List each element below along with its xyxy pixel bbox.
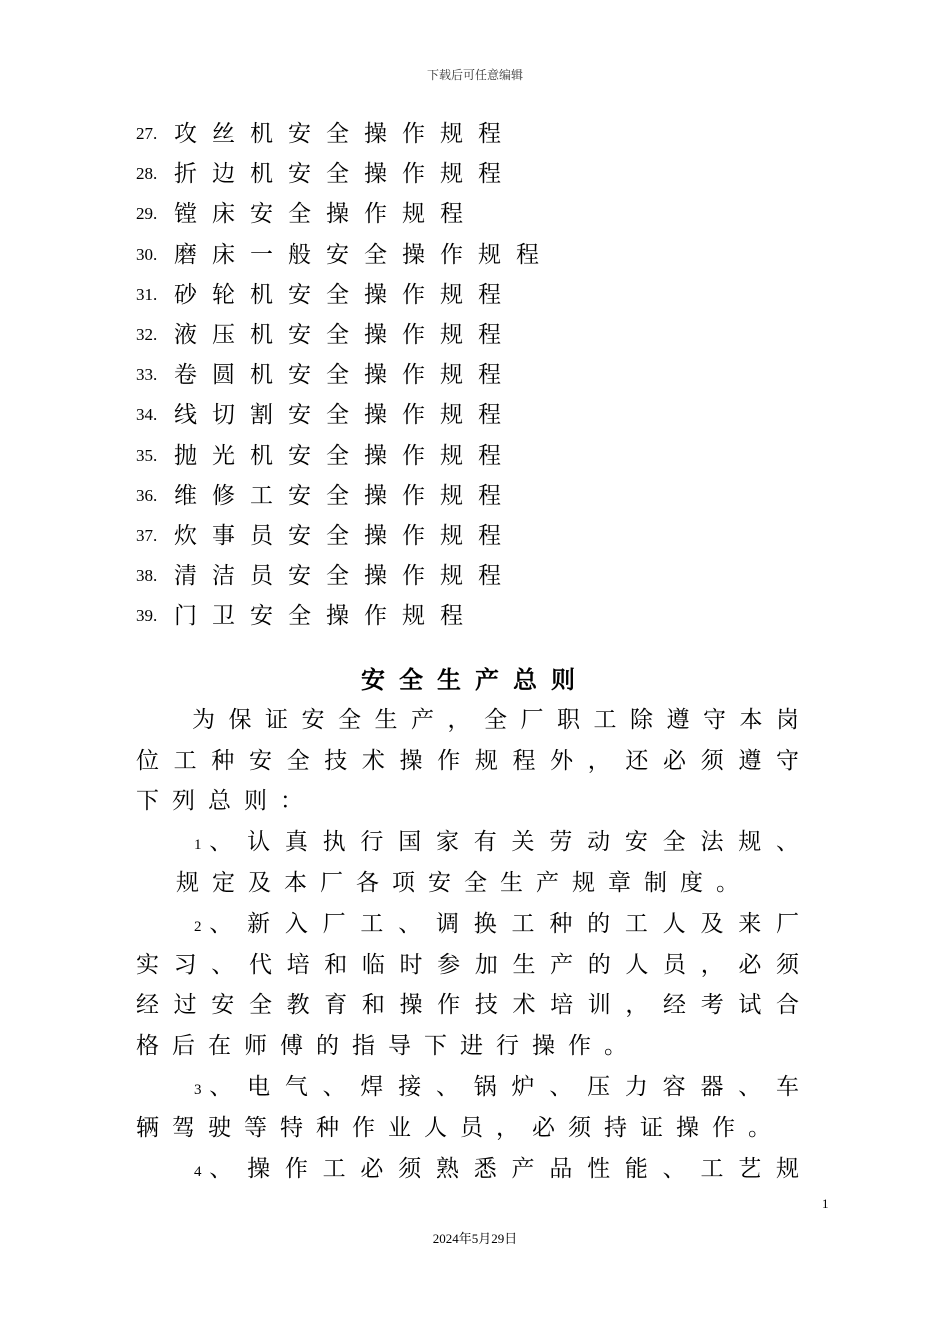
toc-item-number: 35. (136, 445, 158, 465)
toc-item (136, 235, 554, 275)
toc-item-number: 27. (136, 124, 158, 143)
toc-item-text: 线切割安全操作规程 (174, 402, 516, 429)
toc-item-text: 维修工安全操作规程 (174, 482, 516, 509)
toc-item-text: 炊事员安全操作规程 (174, 522, 516, 549)
toc-item-text: 卷圆机安全操作规程 (174, 362, 516, 389)
toc-item (136, 395, 554, 435)
toc-item (136, 436, 554, 476)
rule-text: 、新入厂工、调换工种的工人及来厂 (207, 911, 812, 937)
toc-item (136, 154, 554, 194)
toc-item (136, 476, 554, 516)
rule-number: 2 (194, 919, 208, 935)
toc-item (136, 194, 554, 234)
toc-item-text: 折边机安全操作规程 (174, 161, 516, 188)
paragraph-line: 实习、代培和临时参加生产的人员，必须 (136, 951, 812, 978)
paragraph-line: 规定及本厂各项安全生产规章制度。 (176, 869, 752, 896)
paragraph-line: 为保证安全生产，全厂职工除遵守本岗 (192, 707, 812, 733)
toc-item-text: 攻丝机安全操作规程 (174, 121, 516, 147)
intro-paragraph (136, 700, 812, 822)
rule-text: 、操作工必须熟悉产品性能、工艺规 (207, 1156, 812, 1182)
rule-item-3 (136, 1067, 812, 1148)
paragraph-line: 辆驾驶等特种作业人员，必须持证操作。 (136, 1114, 784, 1141)
paragraph-line: 下列总则： (136, 788, 316, 815)
rule-number: 1 (194, 837, 208, 853)
toc-item (136, 596, 554, 636)
toc-item (136, 516, 554, 556)
toc-item-number: 33. (136, 365, 158, 385)
toc-item-number: 38. (136, 566, 158, 586)
toc-item-number: 39. (136, 606, 158, 626)
toc-item-text: 门卫安全操作规程 (174, 603, 478, 630)
toc-item (136, 114, 554, 154)
section-title: 安全生产总则 (361, 666, 589, 694)
toc-item-text: 抛光机安全操作规程 (174, 442, 516, 469)
toc-item (136, 315, 554, 355)
toc-item (136, 355, 554, 395)
toc-item-number: 32. (136, 324, 158, 344)
toc-item-text: 镗床安全操作规程 (174, 201, 478, 228)
paragraph-line: 经过安全教育和操作技术培训，经考试合 (136, 992, 812, 1019)
page-footer-date: 2024年5月29日 (432, 1231, 518, 1246)
toc-list (136, 114, 554, 636)
rule-text: 、电气、焊接、锅炉、压力容器、车 (207, 1074, 812, 1100)
toc-item-text: 清洁员安全操作规程 (174, 563, 516, 590)
page-header: 下载后可任意编辑 (426, 68, 523, 82)
rule-text: 、认真执行国家有关劳动安全法规、 (207, 829, 812, 855)
paragraph-line: 位工种安全技术操作规程外，还必须遵守 (136, 747, 812, 774)
toc-item-number: 36. (136, 485, 158, 505)
paragraph-line: 格后在师傅的指导下进行操作。 (136, 1033, 640, 1060)
paragraph-line (136, 904, 812, 945)
paragraph-line (136, 1149, 812, 1190)
toc-item-number: 37. (136, 525, 158, 545)
toc-item-number: 29. (136, 204, 158, 224)
rule-item-1 (136, 822, 812, 903)
page-number: 1 (822, 1196, 829, 1211)
toc-item-text: 液压机安全操作规程 (174, 321, 516, 348)
toc-item-number: 34. (136, 405, 158, 425)
toc-item-text: 砂轮机安全操作规程 (174, 281, 516, 308)
rule-number: 4 (194, 1164, 208, 1180)
toc-item-number: 31. (136, 284, 158, 304)
toc-item-number: 30. (136, 244, 158, 264)
rule-item-2 (136, 904, 812, 1067)
toc-item (136, 275, 554, 315)
toc-item-text: 磨床一般安全操作规程 (174, 241, 554, 268)
paragraph-line (136, 822, 812, 863)
paragraph-line (136, 1067, 812, 1108)
rule-item-4 (136, 1149, 812, 1190)
toc-item-number: 28. (136, 164, 158, 184)
rule-number: 3 (194, 1082, 208, 1098)
toc-item (136, 556, 554, 596)
